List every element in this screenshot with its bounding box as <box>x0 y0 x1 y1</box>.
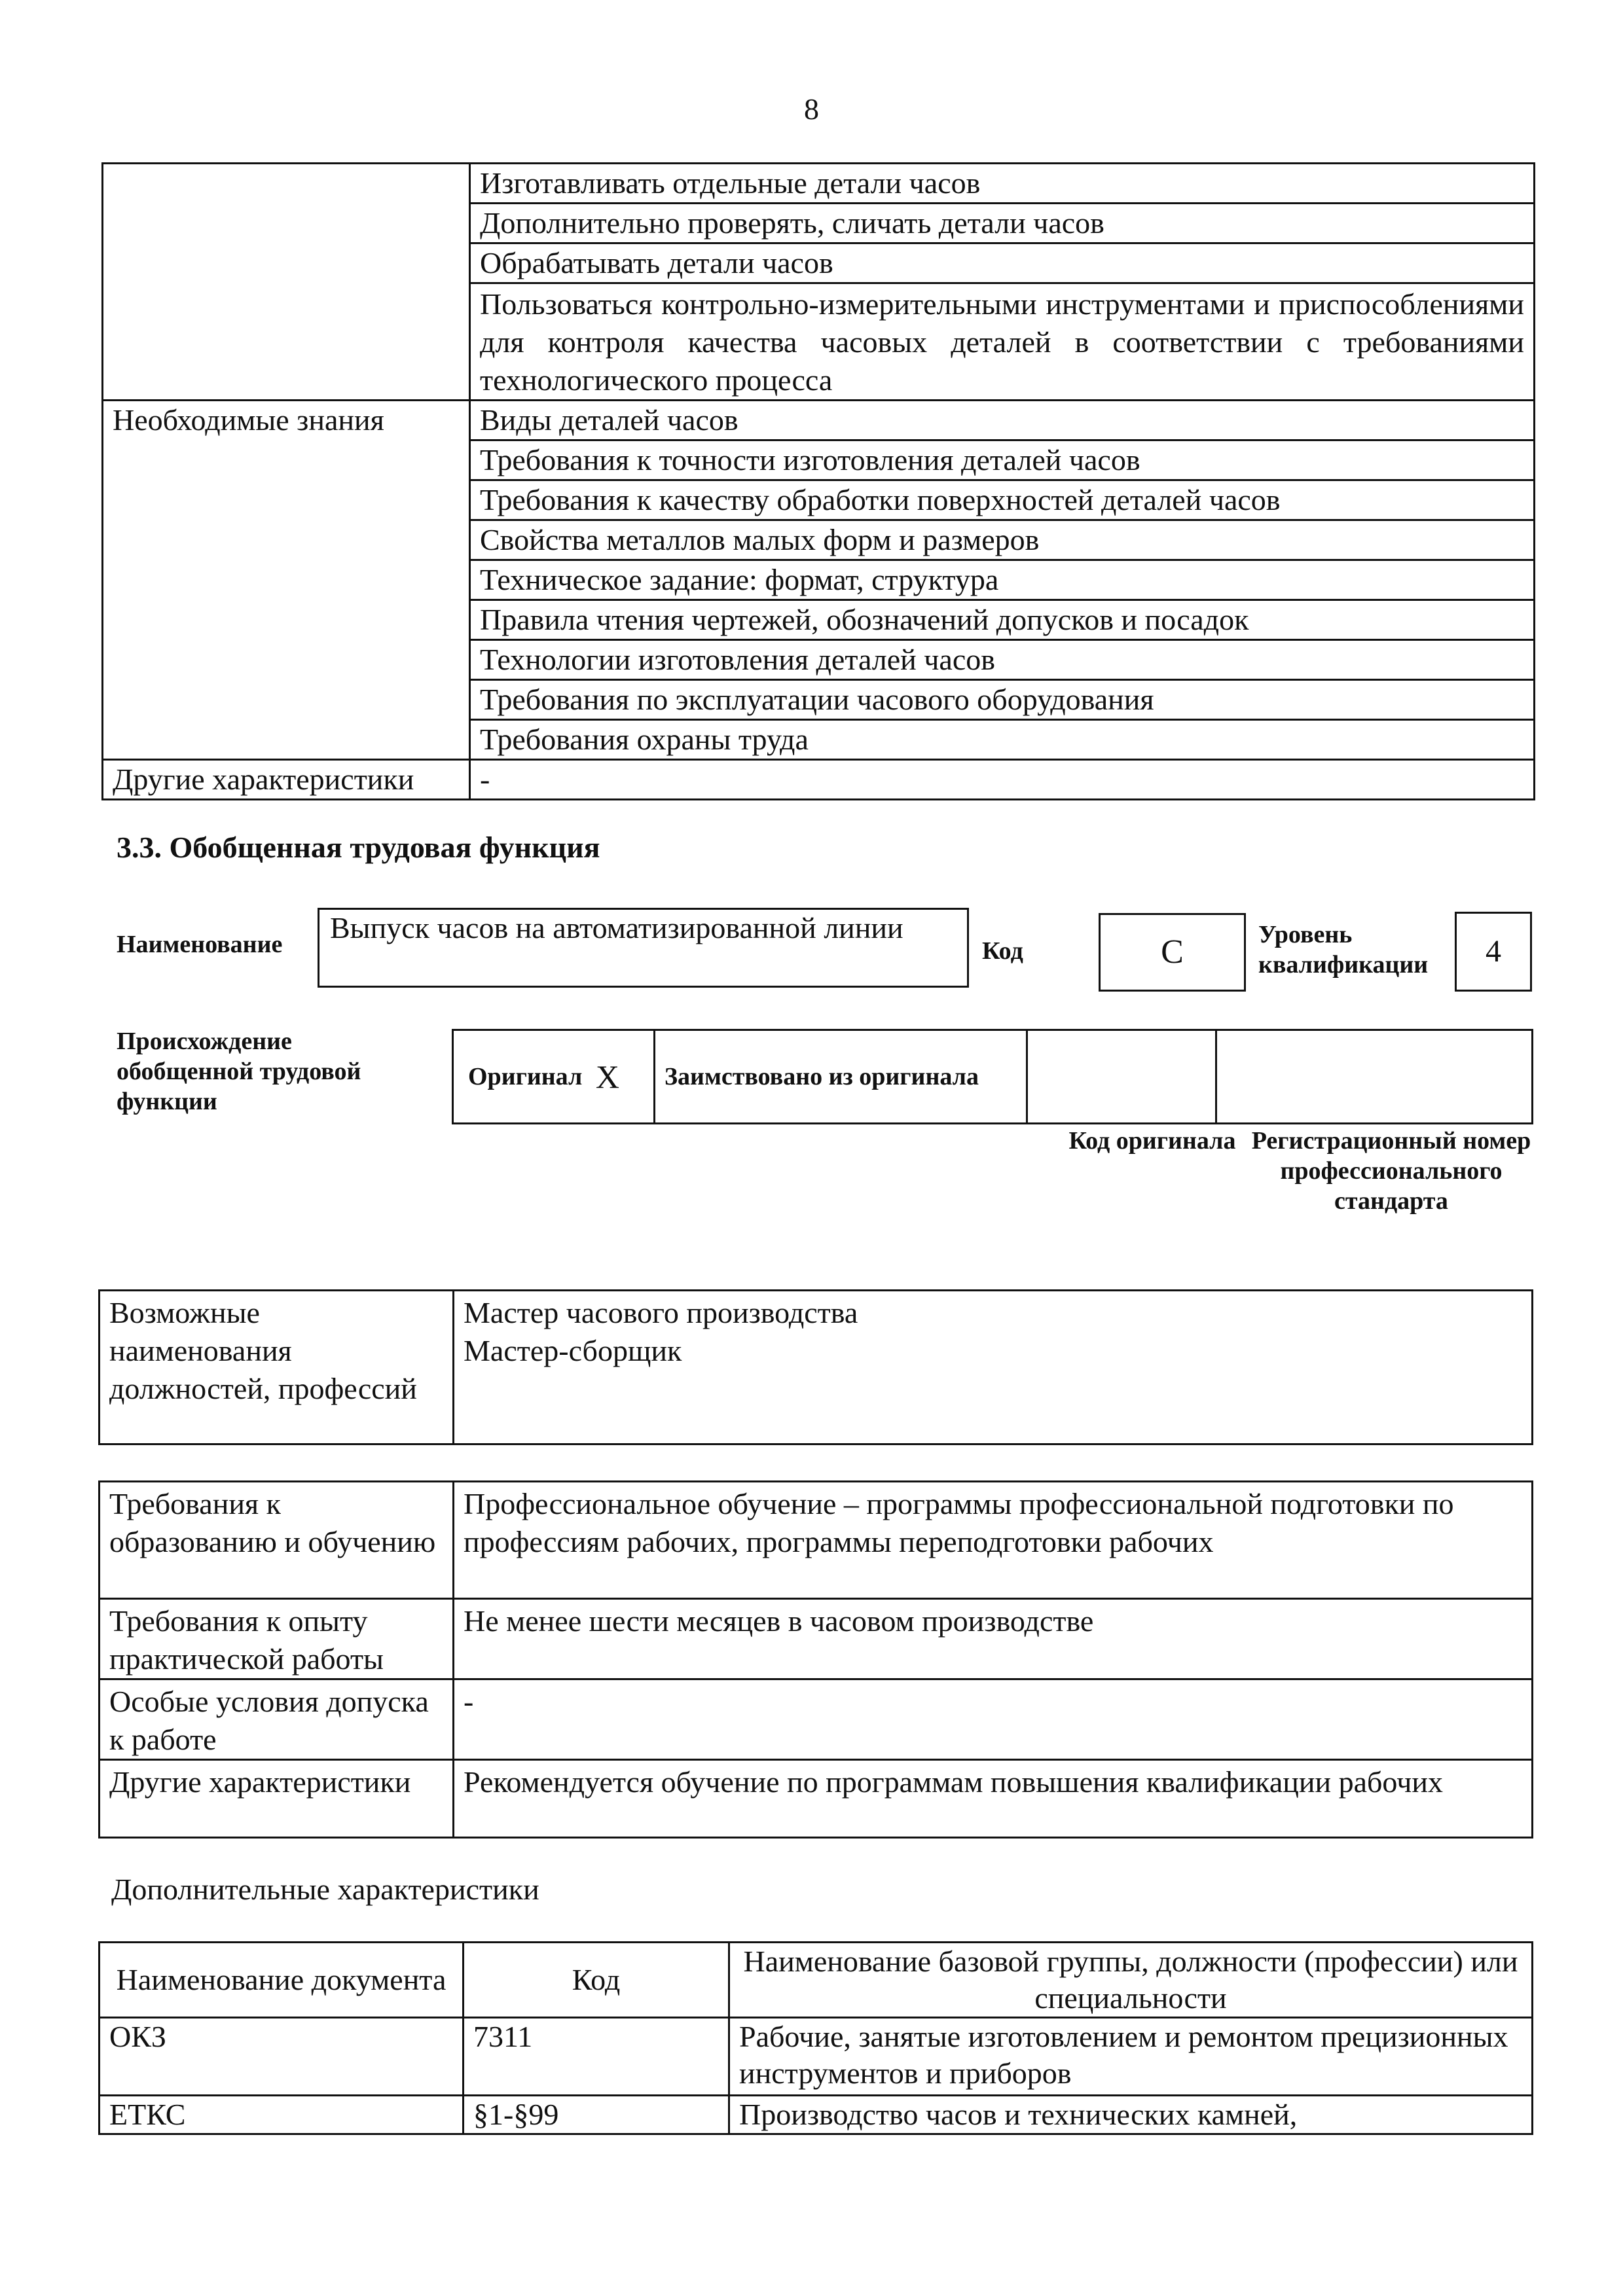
other-label: Другие характеристики <box>103 760 470 800</box>
code-original-caption: Код оригинала <box>1068 1127 1236 1155</box>
code-value: C <box>1099 913 1246 992</box>
knowledge-item: Технологии изготовления деталей часов <box>470 640 1535 680</box>
knowledge-item: Требования по эксплуатации часового оборудования <box>470 680 1535 720</box>
name-cell: Производство часов и технических камней, <box>729 2096 1533 2134</box>
knowledge-item: Требования к точности изготовления деталей часов <box>470 440 1535 480</box>
code-cell: 7311 <box>464 2018 729 2096</box>
origin-label: Происхождение обобщенной трудовой функции <box>117 1028 361 1115</box>
requirement-label: Требования к опыту практической работы <box>100 1599 454 1679</box>
column-header: Код <box>464 1943 729 2018</box>
origin-table <box>452 1029 1533 1124</box>
section-title: 3.3. Обобщенная трудовая функция <box>117 831 600 864</box>
requirement-value: Профессиональное обучение – программы профессиональной подготовки по профессиям рабочих, программы переподготовки рабочих <box>454 1482 1533 1599</box>
requirement-value: - <box>454 1679 1533 1760</box>
position-item: Мастер-сборщик <box>464 1334 682 1367</box>
positions-label: Возможные наименования должностей, профессий <box>100 1291 454 1444</box>
requirements-table <box>98 1480 1533 1839</box>
knowledge-label: Необходимые знания <box>103 401 470 760</box>
level-label: Уровень квалификации <box>1258 921 1429 978</box>
skills-knowledge-table <box>101 162 1535 800</box>
reg-number-cell <box>1216 1030 1533 1124</box>
skill-item: Изготавливать отдельные детали часов <box>470 164 1535 204</box>
reg-number-caption: Регистрационный номер профессионального стандарта <box>1251 1127 1531 1215</box>
level-value: 4 <box>1455 912 1532 992</box>
other-value: - <box>470 760 1535 800</box>
additional-table <box>98 1941 1533 2135</box>
knowledge-item: Правила чтения чертежей, обозначений допусков и посадок <box>470 600 1535 640</box>
column-header: Наименование документа <box>100 1943 464 2018</box>
doc-cell: ЕТКС <box>100 2096 464 2134</box>
code-original-cell <box>1027 1030 1216 1124</box>
skill-item: Обрабатывать детали часов <box>470 243 1535 283</box>
name-label: Наименование <box>117 931 283 958</box>
positions-table <box>98 1289 1533 1445</box>
doc-cell: ОКЗ <box>100 2018 464 2096</box>
table-cell-empty <box>103 164 470 401</box>
additional-title: Дополнительные характеристики <box>111 1873 539 1906</box>
knowledge-item: Требования охраны труда <box>470 720 1535 760</box>
code-label: Код <box>982 937 1023 965</box>
name-value: Выпуск часов на автоматизированной линии <box>330 911 903 944</box>
page-number: 8 <box>804 92 819 126</box>
knowledge-item: Требования к качеству обработки поверхностей деталей часов <box>470 480 1535 520</box>
requirement-label: Другие характеристики <box>100 1760 454 1838</box>
requirement-value: Не менее шести месяцев в часовом производстве <box>454 1599 1533 1679</box>
skill-item: Пользоваться контрольно-измерительными инструментами и приспособлениями для контроля качества часовых деталей в соответствии с требованиями технологического процесса <box>470 283 1535 401</box>
knowledge-item: Виды деталей часов <box>470 401 1535 440</box>
name-cell: Рабочие, занятые изготовлением и ремонтом прецизионных инструментов и приборов <box>729 2018 1533 2096</box>
requirement-label: Требования к образованию и обучению <box>100 1482 454 1599</box>
position-item: Мастер часового производства <box>464 1296 858 1329</box>
column-header: Наименование базовой группы, должности (профессии) или специальности <box>729 1943 1533 2018</box>
knowledge-item: Техническое задание: формат, структура <box>470 560 1535 600</box>
original-label: Оригинал <box>453 1030 596 1124</box>
requirement-value: Рекомендуется обучение по программам повышения квалификации рабочих <box>454 1760 1533 1838</box>
original-mark: X <box>596 1030 655 1124</box>
positions-values <box>454 1291 1533 1444</box>
requirement-label: Особые условия допуска к работе <box>100 1679 454 1760</box>
skill-item: Дополнительно проверять, сличать детали часов <box>470 204 1535 243</box>
knowledge-item: Свойства металлов малых форм и размеров <box>470 520 1535 560</box>
name-value-box <box>318 908 969 988</box>
borrowed-label: Заимствовано из оригинала <box>655 1030 1027 1124</box>
code-cell: §1-§99 <box>464 2096 729 2134</box>
